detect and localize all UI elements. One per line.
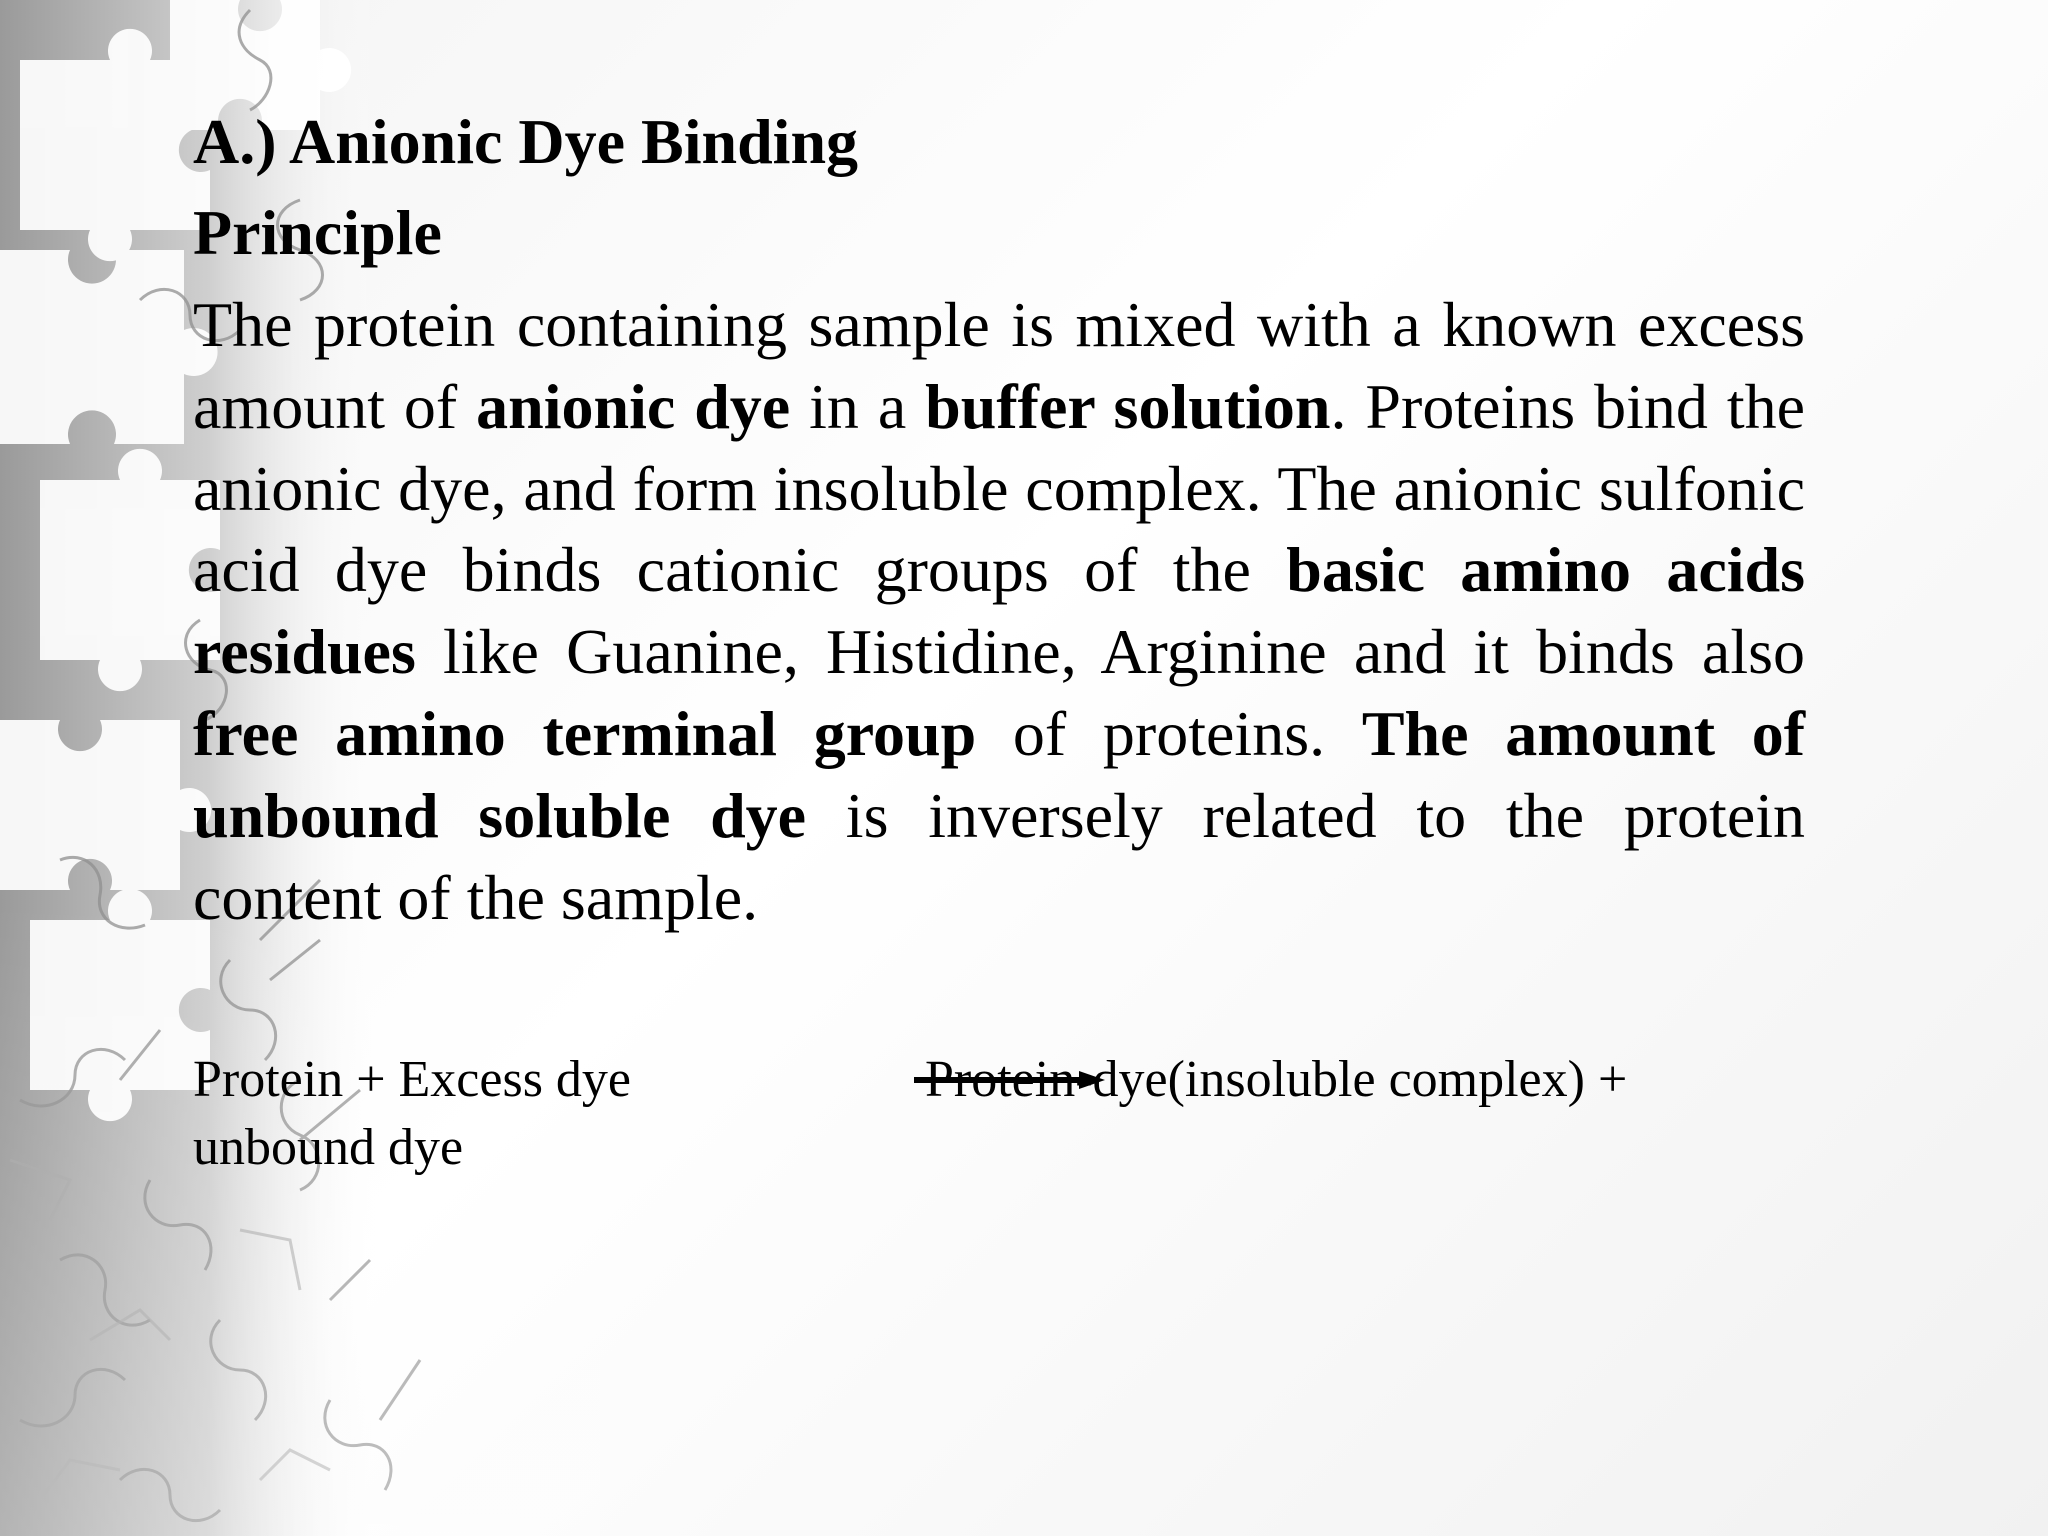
paragraph-run-bold: buffer solution [925,370,1331,442]
paragraph-run: is inversely related to the protein content of the sample. [193,779,1805,933]
paragraph-run-bold: basic amino acids residues [193,534,1806,688]
reaction-products: Protein-dye(insoluble complex) + [925,1051,1628,1108]
paragraph-run: of proteins. [976,697,1362,769]
reaction-equation [193,1046,1813,1182]
paragraph-run-bold: The amount of unbound soluble dye [193,697,1806,851]
principle-paragraph [193,284,1805,938]
paragraph-run-bold: anionic dye [476,370,791,442]
paragraph-run: The protein containing sample is mixed with a known excess amount of [193,289,1805,442]
paragraph-run: . Proteins bind the anionic dye, and form insoluble complex. The anionic sulfonic acid dye binds cationic groups of the [193,370,1806,606]
reaction-products-continued: unbound dye [193,1119,464,1176]
reaction-reactants: Protein + Excess dye [193,1051,632,1108]
paragraph-run: in a [790,370,926,442]
reaction-line-1 [193,1046,1813,1114]
paragraph-run-bold: free amino terminal group [193,697,977,769]
paragraph-run: like Guanine, Histidine, Arginine and it binds also [415,616,1805,688]
slide-heading: A.) Anionic Dye Binding [193,106,859,177]
slide-subheading: Principle [193,197,442,268]
content-area [193,96,1805,938]
